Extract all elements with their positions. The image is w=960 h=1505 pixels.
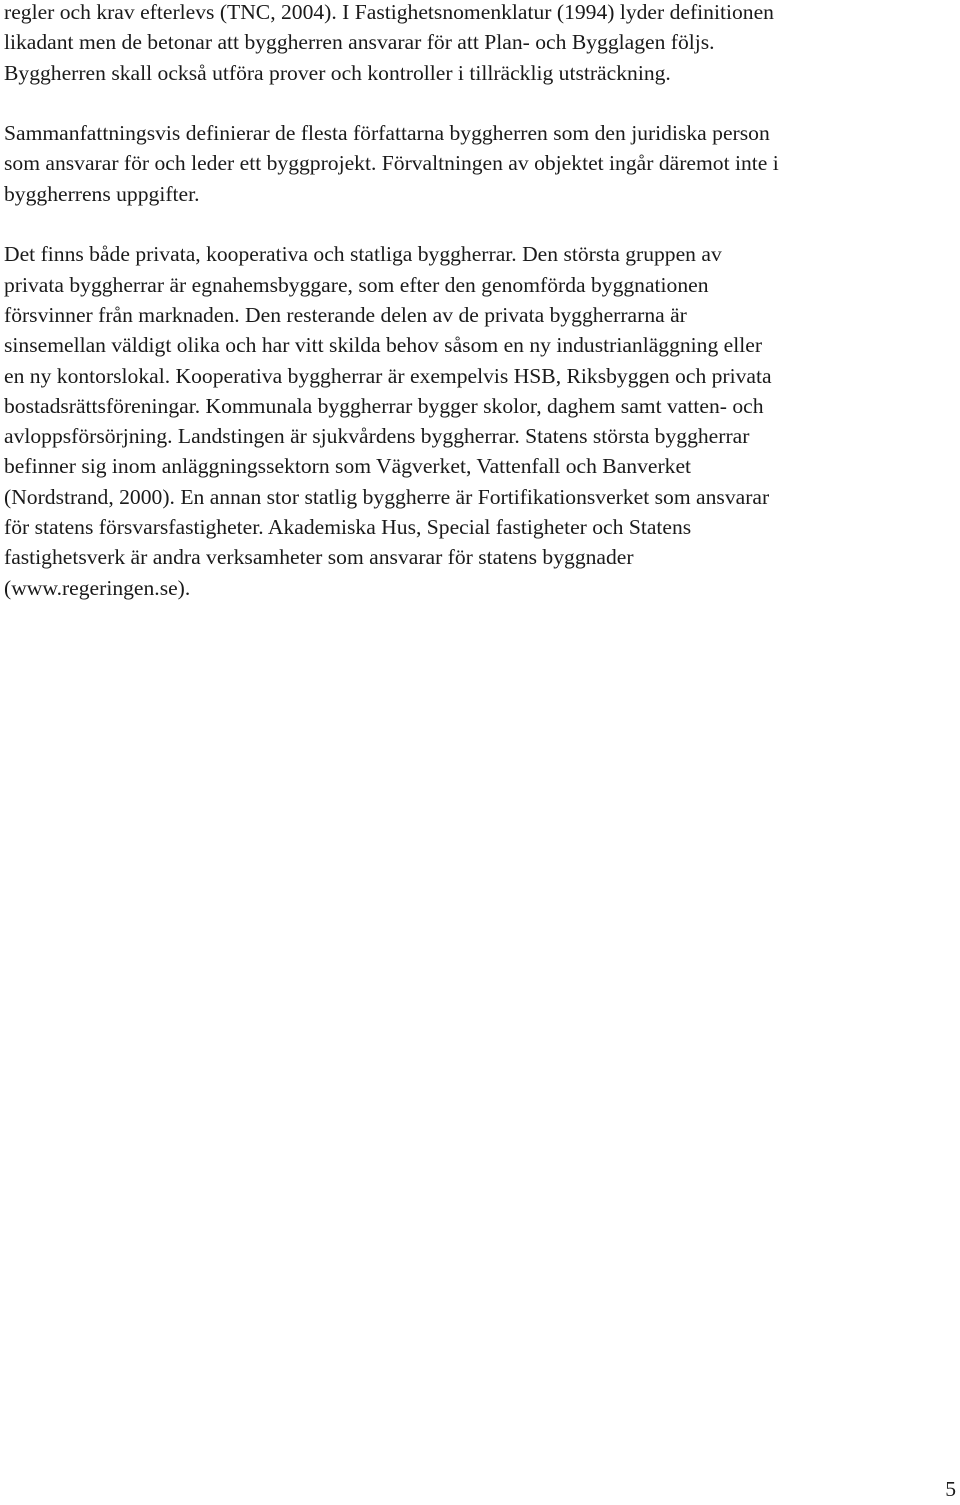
paragraph-gap (4, 209, 956, 239)
paragraph-gap (4, 88, 956, 118)
text-line: försvinner från marknaden. Den resterande delen av de privata byggherrarna är (4, 302, 687, 327)
text-line: fastighetsverk är andra verksamheter som ansvarar för statens byggnader (4, 545, 634, 570)
text-line: som ansvarar för och leder ett byggprojekt. Förvaltningen av objektet ingår däremot inte i (4, 151, 779, 176)
text-line: privata byggherrar är egnahemsbyggare, som efter den genomförda byggnationen (4, 272, 709, 297)
paragraph-1 (4, 0, 956, 88)
text-line: en ny kontorslokal. Kooperativa byggherrar är exempelvis HSB, Riksbyggen och privata (4, 363, 772, 388)
text-line: Det finns både privata, kooperativa och statliga byggherrar. Den största gruppen av (4, 242, 722, 267)
text-line: för statens försvarsfastigheter. Akademiska Hus, Special fastigheter och Statens (4, 515, 692, 540)
page-number: 5 (945, 1477, 956, 1501)
text-line: bostadsrättsföreningar. Kommunala byggherrar bygger skolor, daghem samt vatten- och (4, 393, 764, 418)
text-line: sinsemellan väldigt olika och har vitt skilda behov såsom en ny industrianläggning eller (4, 333, 763, 358)
text-line: likadant men de betonar att byggherren ansvarar för att Plan- och Bygglagen följs. (4, 30, 715, 55)
text-line: (Nordstrand, 2000). En annan stor statlig byggherre är Fortifikationsverket som ansvarar (4, 484, 770, 509)
text-line: Byggherren skall också utföra prover och kontroller i tillräcklig utsträckning. (4, 60, 671, 85)
text-line: (www.regeringen.se). (4, 575, 191, 600)
paragraph-2 (4, 118, 956, 209)
text-line: avloppsförsörjning. Landstingen är sjukvårdens byggherrar. Statens största byggherrar (4, 424, 750, 449)
text-line: befinner sig inom anläggningssektorn som Vägverket, Vattenfall och Banverket (4, 454, 692, 479)
text-line: byggherrens uppgifter. (4, 181, 200, 206)
paragraph-3 (4, 239, 956, 603)
text-line: Sammanfattningsvis definierar de flesta författarna byggherren som den juridiska person (4, 121, 770, 146)
text-line: regler och krav efterlevs (TNC, 2004). I Fastighetsnomenklatur (1994) lyder definitionen (4, 0, 774, 24)
body-text (4, 0, 956, 603)
